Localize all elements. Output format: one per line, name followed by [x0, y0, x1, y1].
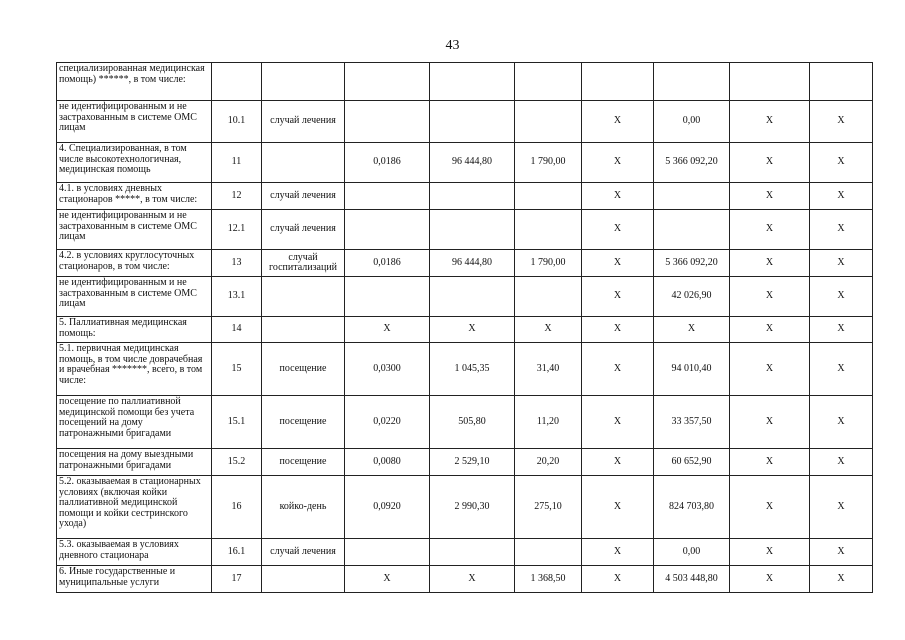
value-cell-7: Х	[810, 396, 873, 449]
table-row	[57, 539, 873, 566]
row-number-cell: 16.1	[212, 539, 262, 566]
value-cell-1	[345, 277, 430, 317]
unit-cell: случай госпитализаций	[262, 250, 345, 277]
value-cell-4: Х	[582, 101, 654, 143]
value-cell-7: Х	[810, 183, 873, 210]
row-number-cell	[212, 63, 262, 101]
table-row	[57, 143, 873, 183]
value-cell-4: Х	[582, 210, 654, 250]
value-cell-3: 1 790,00	[515, 250, 582, 277]
row-number-cell: 15.1	[212, 396, 262, 449]
value-cell-1: 0,0220	[345, 396, 430, 449]
value-cell-1: 0,0080	[345, 449, 430, 476]
row-number-cell: 17	[212, 566, 262, 593]
row-name-cell: посещения на дому выездными патронажными бригадами	[57, 449, 212, 476]
value-cell-2	[430, 101, 515, 143]
value-cell-6: Х	[730, 539, 810, 566]
value-cell-4: Х	[582, 277, 654, 317]
value-cell-7: Х	[810, 250, 873, 277]
row-name-cell: не идентифицированным и не застрахованным в системе ОМС лицам	[57, 277, 212, 317]
value-cell-3: Х	[515, 317, 582, 343]
value-cell-6: Х	[730, 250, 810, 277]
value-cell-1: 0,0300	[345, 343, 430, 396]
value-cell-4: Х	[582, 317, 654, 343]
value-cell-3: 31,40	[515, 343, 582, 396]
unit-cell	[262, 277, 345, 317]
value-cell-6: Х	[730, 343, 810, 396]
value-cell-5: 0,00	[654, 101, 730, 143]
value-cell-7: Х	[810, 566, 873, 593]
table-row	[57, 210, 873, 250]
table-row	[57, 63, 873, 101]
unit-cell	[262, 63, 345, 101]
value-cell-3: 1 368,50	[515, 566, 582, 593]
value-cell-6: Х	[730, 101, 810, 143]
unit-cell: посещение	[262, 343, 345, 396]
value-cell-2: Х	[430, 566, 515, 593]
value-cell-5	[654, 183, 730, 210]
value-cell-2	[430, 277, 515, 317]
value-cell-4: Х	[582, 449, 654, 476]
row-number-cell: 12	[212, 183, 262, 210]
value-cell-7: Х	[810, 277, 873, 317]
value-cell-3	[515, 539, 582, 566]
table-body	[57, 63, 873, 593]
unit-cell: случай лечения	[262, 101, 345, 143]
table-row	[57, 277, 873, 317]
row-name-cell: не идентифицированным и не застрахованным в системе ОМС лицам	[57, 101, 212, 143]
table-row	[57, 449, 873, 476]
value-cell-2	[430, 63, 515, 101]
row-name-cell: 4. Специализированная, в том числе высокотехнологичная, медицинская помощь	[57, 143, 212, 183]
value-cell-7: Х	[810, 101, 873, 143]
unit-cell: посещение	[262, 396, 345, 449]
value-cell-6: Х	[730, 449, 810, 476]
row-number-cell: 11	[212, 143, 262, 183]
value-cell-5: 0,00	[654, 539, 730, 566]
value-cell-6: Х	[730, 317, 810, 343]
value-cell-7: Х	[810, 476, 873, 539]
value-cell-3: 11,20	[515, 396, 582, 449]
value-cell-1: 0,0920	[345, 476, 430, 539]
value-cell-6: Х	[730, 210, 810, 250]
row-number-cell: 10.1	[212, 101, 262, 143]
row-number-cell: 15.2	[212, 449, 262, 476]
value-cell-5: 94 010,40	[654, 343, 730, 396]
row-name-cell: специализированная медицинская помощь) ******, в том числе:	[57, 63, 212, 101]
value-cell-2: 2 529,10	[430, 449, 515, 476]
value-cell-2: 96 444,80	[430, 143, 515, 183]
row-name-cell: 5.2. оказываемая в стационарных условиях (включая койки паллиативной медицинской помощи и койки сестринского ухода)	[57, 476, 212, 539]
row-name-cell: 5.1. первичная медицинская помощь, в том числе доврачебная и врачебная *******, всего, в том числе:	[57, 343, 212, 396]
value-cell-5: 4 503 448,80	[654, 566, 730, 593]
value-cell-1	[345, 101, 430, 143]
value-cell-3	[515, 101, 582, 143]
value-cell-5: Х	[654, 317, 730, 343]
row-name-cell: 5.3. оказываемая в условиях дневного стационара	[57, 539, 212, 566]
value-cell-1: 0,0186	[345, 143, 430, 183]
table-row	[57, 183, 873, 210]
unit-cell	[262, 317, 345, 343]
value-cell-5: 5 366 092,20	[654, 250, 730, 277]
table-row	[57, 317, 873, 343]
unit-cell	[262, 566, 345, 593]
value-cell-2	[430, 539, 515, 566]
value-cell-3	[515, 277, 582, 317]
row-name-cell: посещение по паллиативной медицинской помощи без учета посещений на дому патронажными бригадами	[57, 396, 212, 449]
page-number: 43	[445, 38, 460, 53]
value-cell-4: Х	[582, 143, 654, 183]
value-cell-6: Х	[730, 476, 810, 539]
unit-cell: случай лечения	[262, 539, 345, 566]
table-row	[57, 396, 873, 449]
row-name-cell: 4.1. в условиях дневных стационаров *****, в том числе:	[57, 183, 212, 210]
row-number-cell: 15	[212, 343, 262, 396]
value-cell-4: Х	[582, 343, 654, 396]
value-cell-3	[515, 183, 582, 210]
value-cell-5: 33 357,50	[654, 396, 730, 449]
value-cell-7: Х	[810, 343, 873, 396]
value-cell-6: Х	[730, 396, 810, 449]
value-cell-7: Х	[810, 210, 873, 250]
value-cell-7: Х	[810, 449, 873, 476]
value-cell-6	[730, 63, 810, 101]
value-cell-7: Х	[810, 539, 873, 566]
value-cell-6: Х	[730, 143, 810, 183]
row-name-cell: 6. Иные государственные и муниципальные услуги	[57, 566, 212, 593]
table-row	[57, 101, 873, 143]
value-cell-3	[515, 63, 582, 101]
value-cell-5: 42 026,90	[654, 277, 730, 317]
value-cell-2: 1 045,35	[430, 343, 515, 396]
value-cell-6: Х	[730, 277, 810, 317]
row-number-cell: 13	[212, 250, 262, 277]
table-row	[57, 343, 873, 396]
value-cell-2	[430, 210, 515, 250]
value-cell-4: Х	[582, 566, 654, 593]
unit-cell: случай лечения	[262, 210, 345, 250]
value-cell-5	[654, 210, 730, 250]
value-cell-3: 1 790,00	[515, 143, 582, 183]
row-number-cell: 16	[212, 476, 262, 539]
value-cell-2: 505,80	[430, 396, 515, 449]
value-cell-4: Х	[582, 250, 654, 277]
value-cell-5: 5 366 092,20	[654, 143, 730, 183]
value-cell-4: Х	[582, 183, 654, 210]
row-number-cell: 12.1	[212, 210, 262, 250]
row-name-cell: не идентифицированным и не застрахованным в системе ОМС лицам	[57, 210, 212, 250]
unit-cell	[262, 143, 345, 183]
value-cell-6: Х	[730, 566, 810, 593]
value-cell-4: Х	[582, 476, 654, 539]
value-cell-1	[345, 63, 430, 101]
value-cell-1	[345, 539, 430, 566]
value-cell-5	[654, 63, 730, 101]
value-cell-1: 0,0186	[345, 250, 430, 277]
value-cell-4	[582, 63, 654, 101]
unit-cell: посещение	[262, 449, 345, 476]
value-cell-1: Х	[345, 317, 430, 343]
value-cell-2	[430, 183, 515, 210]
table-row	[57, 566, 873, 593]
value-cell-4: Х	[582, 539, 654, 566]
value-cell-2: Х	[430, 317, 515, 343]
value-cell-7: Х	[810, 143, 873, 183]
unit-cell: койко-день	[262, 476, 345, 539]
value-cell-1	[345, 183, 430, 210]
value-cell-2: 96 444,80	[430, 250, 515, 277]
financing-table	[56, 62, 873, 593]
value-cell-1: Х	[345, 566, 430, 593]
value-cell-2: 2 990,30	[430, 476, 515, 539]
value-cell-7	[810, 63, 873, 101]
value-cell-5: 60 652,90	[654, 449, 730, 476]
value-cell-3: 275,10	[515, 476, 582, 539]
value-cell-4: Х	[582, 396, 654, 449]
value-cell-7: Х	[810, 317, 873, 343]
value-cell-6: Х	[730, 183, 810, 210]
value-cell-3: 20,20	[515, 449, 582, 476]
value-cell-5: 824 703,80	[654, 476, 730, 539]
value-cell-3	[515, 210, 582, 250]
table-row	[57, 250, 873, 277]
unit-cell: случай лечения	[262, 183, 345, 210]
value-cell-1	[345, 210, 430, 250]
row-number-cell: 14	[212, 317, 262, 343]
row-number-cell: 13.1	[212, 277, 262, 317]
row-name-cell: 5. Паллиативная медицинская помощь:	[57, 317, 212, 343]
table-row	[57, 476, 873, 539]
row-name-cell: 4.2. в условиях круглосуточных стационаров, в том числе:	[57, 250, 212, 277]
